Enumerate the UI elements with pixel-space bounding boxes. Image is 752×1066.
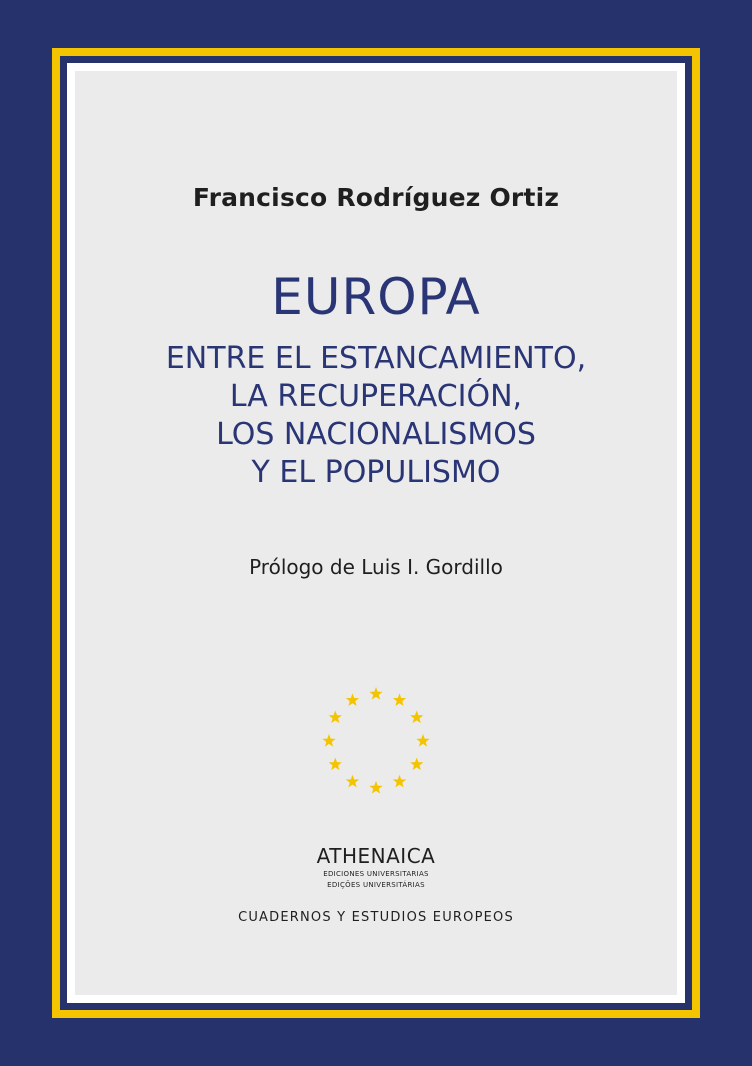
- prologue-credit: Prólogo de Luis I. Gordillo: [249, 555, 503, 579]
- star-icon: [393, 775, 406, 788]
- subtitle-line: LOS NACIONALISMOS: [216, 417, 536, 452]
- subtitle-line: Y EL POPULISMO: [251, 455, 501, 490]
- author-name: Francisco Rodríguez Ortiz: [192, 183, 560, 212]
- collection-name: CUADERNOS Y ESTUDIOS EUROPEOS: [238, 910, 514, 925]
- star-icon: [329, 711, 342, 724]
- eu-stars-circle-icon: [320, 685, 432, 797]
- star-icon: [346, 775, 359, 788]
- star-icon: [393, 693, 406, 706]
- star-icon: [416, 734, 429, 747]
- subtitle-line: LA RECUPERACIÓN,: [229, 379, 523, 414]
- book-subtitle: [0, 340, 752, 492]
- star-icon: [369, 687, 382, 700]
- star-icon: [329, 758, 342, 771]
- star-icon: [369, 781, 382, 794]
- publisher-subtitle-pt: EDIÇÕES UNIVERSITÁRIAS: [327, 881, 425, 889]
- subtitle-line: ENTRE EL ESTANCAMIENTO,: [165, 341, 587, 376]
- star-icon: [410, 758, 423, 771]
- publisher-subtitle-es: EDICIONES UNIVERSITARIAS: [323, 870, 429, 878]
- star-icon: [322, 734, 335, 747]
- star-icon: [410, 711, 423, 724]
- star-icon: [346, 693, 359, 706]
- publisher-name: ATHENAICA: [316, 844, 436, 868]
- book-title: EUROPA: [271, 268, 481, 326]
